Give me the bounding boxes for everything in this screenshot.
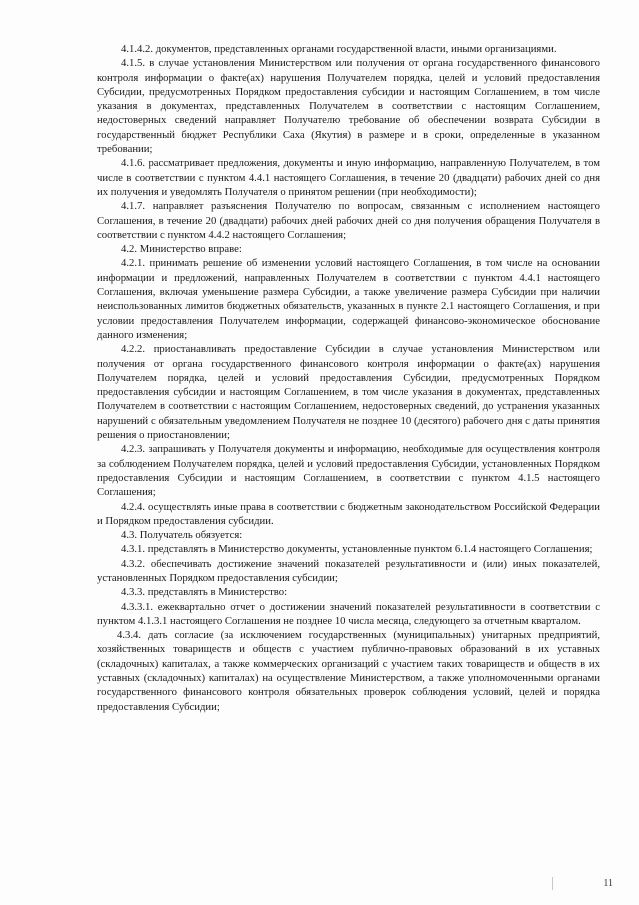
paragraph-4-3-4: 4.3.4. дать согласие (за исключением государственных (муниципальных) унитарных предприятий, хозяйственных товариществ и обществ с участием публично-правовых образований в их уставных (складочных) капиталах, а также коммерческих организаций с участием таких товариществ и обществ в их уставных (складочных) капиталах) на осуществление Министерством, а также уполномоченными органами государственного финансового контроля обязательных проверок соблюдения условий, целей и порядка предоставления Субсидии;	[97, 629, 600, 713]
paragraph-4-1-7: 4.1.7. направляет разъяснения Получателю по вопросам, связанным с исполнением настоящего Соглашения, в течение 20 (двадцати) рабочих дней рабочих дней со дня получения обращения Получателя в соответствии с пунктом 4.4.2 настоящего Соглашения;	[97, 200, 600, 241]
paragraph-4-1-6: 4.1.6. рассматривает предложения, документы и иную информацию, направленную Получателем, в том числе в соответствии с пунктом 4.4.1 настоящего Соглашения, в течение 20 (двадцати) рабочих дней со дня их получения и уведомлять Получателя о принятом решении (при необходимости);	[97, 157, 600, 198]
paragraph-4-1-4-2: 4.1.4.2. документов, представленных органами государственной власти, иными организациями.	[121, 43, 557, 55]
paragraph-4-2-4: 4.2.4. осуществлять иные права в соответствии с бюджетным законодательством Российской Федерации и Порядком предоставления субсидии.	[97, 500, 600, 527]
scan-mark	[552, 877, 553, 890]
paragraph-4-3-3-1: 4.3.3.1. ежеквартально отчет о достижении значений показателей результативности в соответствии с пунктом 4.1.3.1 настоящего Соглашения не позднее 10 числа месяца, следующего за отчетным кварталом.	[97, 600, 600, 627]
paragraph-4-1-5: 4.1.5. в случае установления Министерством или получения от органа государственного финансового контроля информации о факте(ах) нарушения Получателем порядка, целей и условий предоставления Субсидии, предусмотренных Порядком предоставления субсидии и настоящим Соглашением, в том числе указания в документах, представленных Получателем в соответствии с настоящим Соглашением, недостоверных сведений направляет Получателю требование об обеспечении возврата Субсидии в государственный бюджет Республики Саха (Якутия) в размере и в сроки, определенные в указанном требовании;	[97, 57, 600, 156]
paragraph-4-2-1: 4.2.1. принимать решение об изменении условий настоящего Соглашения, в том числе на основании информации и предложений, направленных Получателем в соответствии с пунктом 4.4.1 настоящего Соглашения, включая уменьшение размера Субсидии, а также увеличение размера Субсидии при наличии неиспользованных лимитов бюджетных обязательств, указанных в пункте 2.1 настоящего Соглашения, и при условии предоставления Получателем информации, содержащей финансово-экономическое обоснование данного изменения;	[97, 257, 600, 341]
paragraph-4-2-2: 4.2.2. приостанавливать предоставление Субсидии в случае установления Министерством или получения от органа государственного финансового контроля информации о факте(ах) нарушения Получателем порядка, целей и условий предоставления Субсидии, предусмотренных Порядком предоставления субсидии и настоящим Соглашением, в том числе указания в документах, представленных Получателем в соответствии с настоящим Соглашением, недостоверных сведений, до устранения указанных нарушений с обязательным уведомлением Получателя не позднее 10 (десятого) рабочего дня с даты принятия решения о приостановлении;	[97, 343, 600, 442]
paragraph-4-2-3: 4.2.3. запрашивать у Получателя документы и информацию, необходимые для осуществления контроля за соблюдением Получателем порядка, целей и условий предоставления Субсидии, установленных Порядком предоставления Субсидии и настоящим Соглашением, в соответствии с пунктом 4.1.5 настоящего Соглашения;	[97, 443, 600, 499]
document-body	[97, 42, 600, 714]
paragraph-4-3-1: 4.3.1. представлять в Министерство документы, установленные пунктом 6.1.4 настоящего Соглашения;	[121, 543, 593, 556]
paragraph-4-3-2: 4.3.2. обеспечивать достижение значений показателей результативности и (или) иных показателей, установленных Порядком предоставления субсидии;	[97, 557, 600, 584]
page-number: 11	[603, 878, 613, 889]
paragraph-4-2: 4.2. Министерство вправе:	[121, 243, 242, 256]
paragraph-4-3-3: 4.3.3. представлять в Министерство:	[121, 586, 288, 599]
paragraph-4-3: 4.3. Получатель обязуется:	[121, 529, 243, 542]
